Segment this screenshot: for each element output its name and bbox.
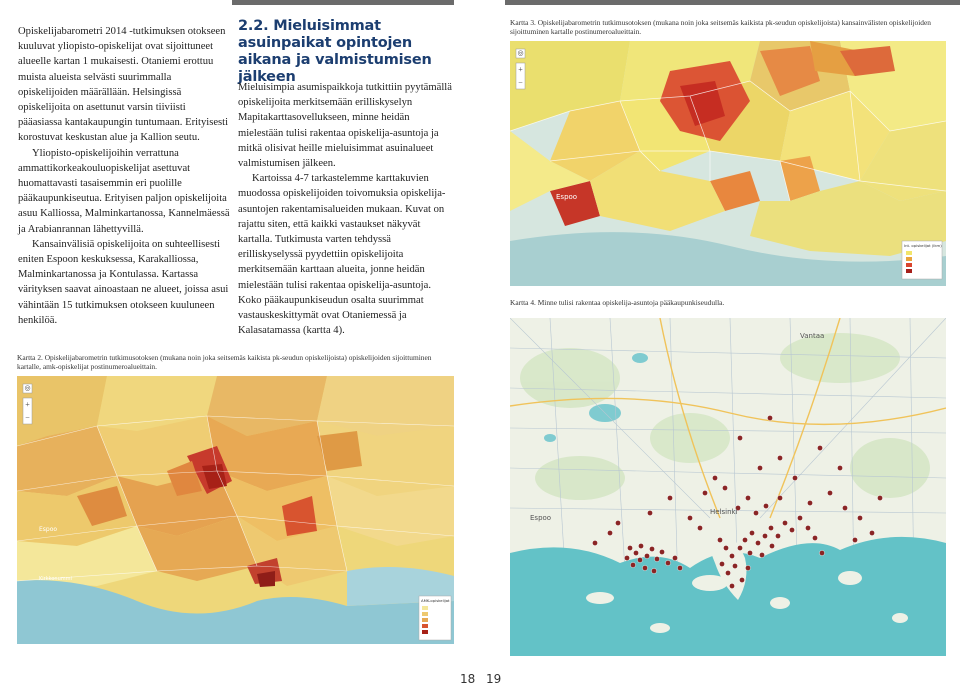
place-label-espoo: Espoo	[556, 193, 578, 201]
place-label-helsinki: Helsinki	[710, 508, 738, 516]
paragraph: Yliopisto-opiskelijoihin verrattuna ammattikorkeakouluopiskelijat asettuvat huomattavasti tasaisemmin eri puolille pääkaupunkiseutua. Erityisen paljon opiskelijoita asuu Kalliossa, Malminkartanossa, Kannelmäessä ja Arabianrannan lähettyvillä.	[18, 147, 230, 235]
caption-kartta2: Kartta 2. Opiskelijabarometrin tutkimusotoksen (mukana noin joka seitsemäs kaikista pk-seudun opiskelijoista) opiskelijoiden sijoittuminen kartalle, amk-opiskelijat postinumeroalueittain.	[17, 353, 432, 372]
map-kartta4	[510, 318, 946, 656]
page-number-right: 19	[486, 672, 502, 686]
zoom-out-button[interactable]: −	[518, 78, 523, 87]
place-label-kirkkonummi: Kirkkonummi	[39, 576, 72, 582]
locate-icon[interactable]: ◎	[24, 384, 31, 392]
map-kartta2	[17, 376, 454, 644]
zoom-in-button[interactable]: +	[25, 400, 30, 409]
zoom-out-button[interactable]: −	[25, 413, 30, 422]
place-label-espoo: Espoo	[530, 514, 552, 522]
place-label-espoo: Espoo	[39, 526, 58, 533]
map-legend-title: Int. opiskelijat (lkm)	[904, 243, 942, 248]
paragraph: Kartoissa 4-7 tarkastelemme karttakuvien muodossa opiskelijoiden toivomuksia opiskelija-asuntojen rakentamisalueiden mukaan. Kuvat on rajattu siten, että kaikki vastaukset näkyvät kartalla. Tutkimusta varten tehdyssä erilliskyselyssä pyydettiin opiskelijoita merkitsemään karttaan alueita, jonne heidän mielestään tulisi rakentaa opiskelija-asuntoja. Koko pääkaupunkiseudun osalta suurimmat vastauskeskittymät ovat Otaniemessä ja Kalasatamassa (kartta 4).	[238, 173, 446, 337]
paragraph: Kansainvälisiä opiskelijoita on suhteellisesti eniten Espoon keskuksessa, Karakalliossa, Malminkartanossa ja Kontulassa. Kartassa värityksen saavat ainoastaan ne alueet, joissa asui vähintään 15 tutkimuksen otokseen kuuluneen henkilöä.	[18, 238, 229, 326]
top-bar-right	[505, 0, 960, 5]
paragraph: Opiskelijabarometri 2014 -tutkimuksen otokseen kuuluvat yliopisto-opiskelijat ovat sijoittuneet alueelle kartan 1 mukaisesti. Otaniemi erottuu muista alueista selvästi suurimmalla opiskelijoiden määrällään. Helsingissä opiskelijoita on asettunut varsin tiiviisti pääasiassa kantakaupungin tuntumaan. Erityisesti korostuvat keskustan alue ja Kallion seutu.	[18, 26, 229, 144]
middle-column-text	[238, 80, 454, 338]
paragraph: Mieluisimpia asumispaikkoja tutkittiin pyytämällä opiskelijoita merkitsemään erilliskyselyn Mapitakarttasovellukseen, minne heidän mielestään tulisi rakentaa opiskelija-asuntoja ja mitkä olisivat heille mieluisimmat asuinalueet valmistumisen jälkeen.	[238, 82, 452, 170]
caption-kartta4: Kartta 4. Minne tulisi rakentaa opiskelija-asuntoja pääkaupunkiseudulla.	[510, 298, 725, 307]
top-bar-middle	[232, 0, 454, 5]
map-kartta3	[510, 41, 946, 286]
page-number-left: 18	[460, 672, 476, 686]
locate-icon[interactable]: ◎	[517, 49, 524, 57]
left-column-text	[18, 24, 230, 328]
place-label-vantaa: Vantaa	[800, 332, 825, 340]
zoom-in-button[interactable]: +	[518, 65, 523, 74]
map-legend-title: AMK-opiskelijat	[421, 598, 450, 603]
section-heading: 2.2. Mieluisimmat asuinpaikat opintojen aikana ja valmistumisen jälkeen	[238, 18, 432, 85]
caption-kartta3: Kartta 3. Opiskelijabarometrin tutkimusotoksen (mukana noin joka seitsemäs kaikista pk-seudun opiskelijoista) kansainvälisten opiskelijoiden sijoittuminen kartalle postinumeroalueittain.	[510, 18, 931, 37]
